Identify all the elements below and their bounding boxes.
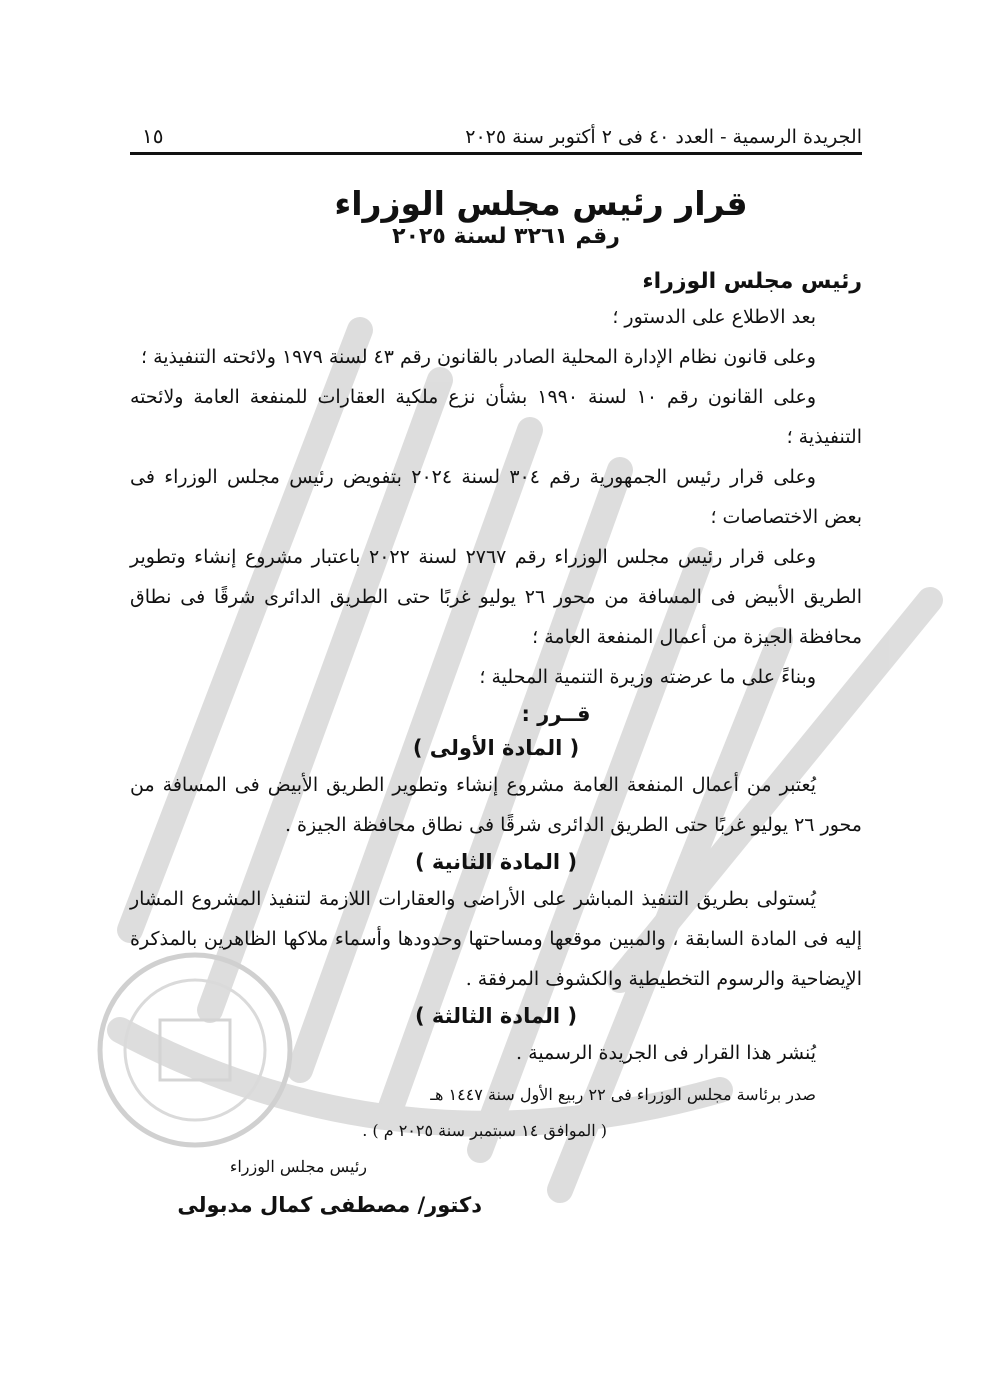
issue-date-block [130,1077,862,1149]
page-header [130,110,862,155]
article-heading: ( المادة الثالثة ) [414,1004,578,1028]
page-content [130,110,862,1225]
article-text: يُنشر هذا القرار فى الجريدة الرسمية . [516,1042,816,1064]
preamble-paragraph: وعلى قرار رئيس مجلس الوزراء رقم ٢٧٦٧ لسنة ٢٠٢٢ باعتبار مشروع إنشاء وتطوير الطريق الأبيض فى المسافة من محور ٢٦ يوليو غربًا حتى الطريق الدائرى شرقًا فى نطاق محافظة الجيزة من أعمال المنفعة العامة ؛ [130,546,862,648]
header-title: الجريدة الرسمية - العدد ٤٠ فى ٢ أكتوبر سنة ٢٠٢٥ [465,126,862,148]
signatory-name: دكتور/ مصطفى كمال مدبولى [177,1193,482,1217]
decided-heading: قــرر : [521,702,591,726]
signatory-title: رئيس مجلس الوزراء [229,1157,367,1176]
issue-date-hijri: صدر برئاسة مجلس الوزراء فى ٢٢ ربيع الأول سنة ١٤٤٧ هـ [430,1085,816,1104]
page-number: ١٥ [142,124,164,148]
article-heading: ( المادة الثانية ) [414,850,578,874]
decree-title-block [130,185,862,251]
preamble-paragraph: وعلى القانون رقم ١٠ لسنة ١٩٩٠ بشأن نزع ملكية العقارات للمنفعة العامة ولائحته التنفيذية ؛ [130,386,862,448]
preamble-paragraph: وعلى قرار رئيس الجمهورية رقم ٣٠٤ لسنة ٢٠٢٤ بتفويض رئيس مجلس الوزراء فى بعض الاختصاصات ؛ [130,466,862,528]
preamble-paragraph: وعلى قانون نظام الإدارة المحلية الصادر بالقانون رقم ٤٣ لسنة ١٩٧٩ ولائحته التنفيذية ؛ [140,346,816,368]
issue-date-gregorian: ( الموافق ١٤ سبتمبر سنة ٢٠٢٥ م ) . [362,1121,607,1140]
article-heading: ( المادة الأولى ) [412,736,580,760]
preamble-paragraph: وبناءً على ما عرضته وزيرة التنمية المحلية ؛ [479,666,816,688]
article-text: يُعتبر من أعمال المنفعة العامة مشروع إنشاء وتطوير الطريق الأبيض فى المسافة من محور ٢٦ يوليو غربًا حتى الطريق الدائرى شرقًا فى نطاق محافظة الجيزة . [130,774,862,836]
issuer-heading: رئيس مجلس الوزراء [642,269,862,294]
article-text: يُستولى بطريق التنفيذ المباشر على الأراضى والعقارات اللازمة لتنفيذ المشروع المشار إليه فى المادة السابقة ، والمبين موقعها ومساحتها وحدودها وأسماء ملاكها الظاهرين بالمذكرة الإيضاحية والرسوم التخطيطية والكشوف المرفقة . [130,888,862,990]
preamble-paragraph: بعد الاطلاع على الدستور ؛ [612,306,816,328]
decree-number: رقم ٣٢٦١ لسنة ٢٠٢٥ [392,224,620,249]
decree-title: قرار رئيس مجلس الوزراء [334,184,748,223]
decree-body [130,297,862,1073]
